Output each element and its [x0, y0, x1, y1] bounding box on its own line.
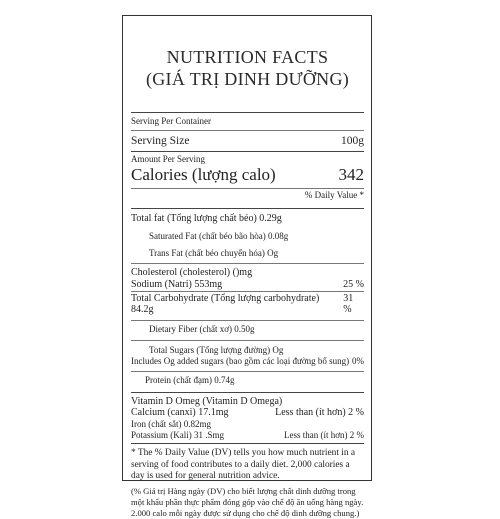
daily-value-header: % Daily Value * — [131, 188, 364, 200]
carbohydrate-row — [131, 291, 364, 315]
serving-size-label: Serving Size — [131, 135, 190, 147]
saturated-fat-row: Saturated Fat (chất béo bão hòa) 0.08g — [149, 231, 289, 241]
serving-per-container: Serving Per Container — [131, 116, 211, 126]
added-sugars-label: Includes Og added sugars (bao gồm các loại đường bổ sung) — [131, 356, 350, 366]
calcium-row — [131, 407, 364, 418]
trans-fat-row: Trans Fat (chất béo chuyển hóa) Og — [149, 248, 279, 258]
potassium-dv: Less than (ít hơn) 2 % — [284, 430, 364, 440]
total-fat-row: Total fat (Tổng lượng chất béo) 0.29g — [131, 213, 282, 224]
potassium-row — [131, 430, 364, 440]
title-vietnamese: (GIÁ TRỊ DINH DƯỠNG) — [145, 69, 350, 89]
amount-section — [131, 151, 364, 185]
sodium-label: Sodium (Natri) 553mg — [131, 279, 223, 290]
total-sugars-row: Total Sugars (Tổng lượng đường) Og — [131, 340, 364, 355]
vitamins-section — [131, 392, 364, 440]
footnote-vietnamese: (% Giá trị Hàng ngày (DV) cho biết lượng chất dinh dưỡng trong một khẩu phần thực phẩm đóng góp vào chế độ ăn uống hàng ngày. 2.000 calo mỗi ngày được sử dụng cho chế độ dinh dưỡng chung.) — [131, 485, 364, 518]
potassium-label: Potassium (Kali) 31 .Smg — [131, 430, 225, 440]
amount-per-serving: Amount Per Serving — [131, 154, 205, 164]
vitamin-d-row: Vitamin D Omeg (Vitamin D Omega) — [131, 396, 283, 407]
sodium-row — [131, 279, 364, 290]
protein-row: Protein (chất đạm) 0.74g — [131, 371, 364, 385]
footnote-section — [131, 443, 364, 519]
calcium-label: Calcium (canxi) 17.1mg — [131, 407, 229, 418]
added-sugars-row — [131, 356, 364, 366]
nutrients-section — [131, 208, 364, 385]
calories-row — [131, 165, 364, 185]
cholesterol-row: Cholesterol (cholesterol) ()mg — [131, 263, 364, 278]
carbohydrate-label: Total Carbohydrate (Tổng lượng carbohydrate) 84.2g — [131, 293, 320, 315]
footnote-english: * The % Daily Value (DV) tells you how much nutrient in a serving of food contributes to a daily diet. 2,000 calories a day is used for general nutrition advice. — [131, 448, 356, 481]
calories-value: 342 — [338, 165, 364, 184]
title-english: NUTRITION FACTS — [166, 47, 329, 67]
label-title — [131, 46, 364, 90]
iron-row: Iron (chất sắt) 0.82mg — [131, 419, 211, 429]
serving-section — [131, 112, 364, 147]
carbohydrate-dv: 31 % — [343, 293, 354, 315]
calcium-dv: Less than (ít hơn) 2 % — [275, 407, 364, 418]
serving-size-row — [131, 130, 364, 147]
calories-label: Calories (lượng calo) — [131, 165, 276, 184]
nutrition-facts-label — [122, 15, 372, 518]
sodium-dv: 25 % — [343, 279, 364, 290]
serving-size-value: 100g — [341, 135, 364, 147]
dietary-fiber-row: Dietary Fiber (chất xơ) 0.50g — [131, 320, 364, 334]
added-sugars-dv: 0% — [352, 356, 364, 366]
